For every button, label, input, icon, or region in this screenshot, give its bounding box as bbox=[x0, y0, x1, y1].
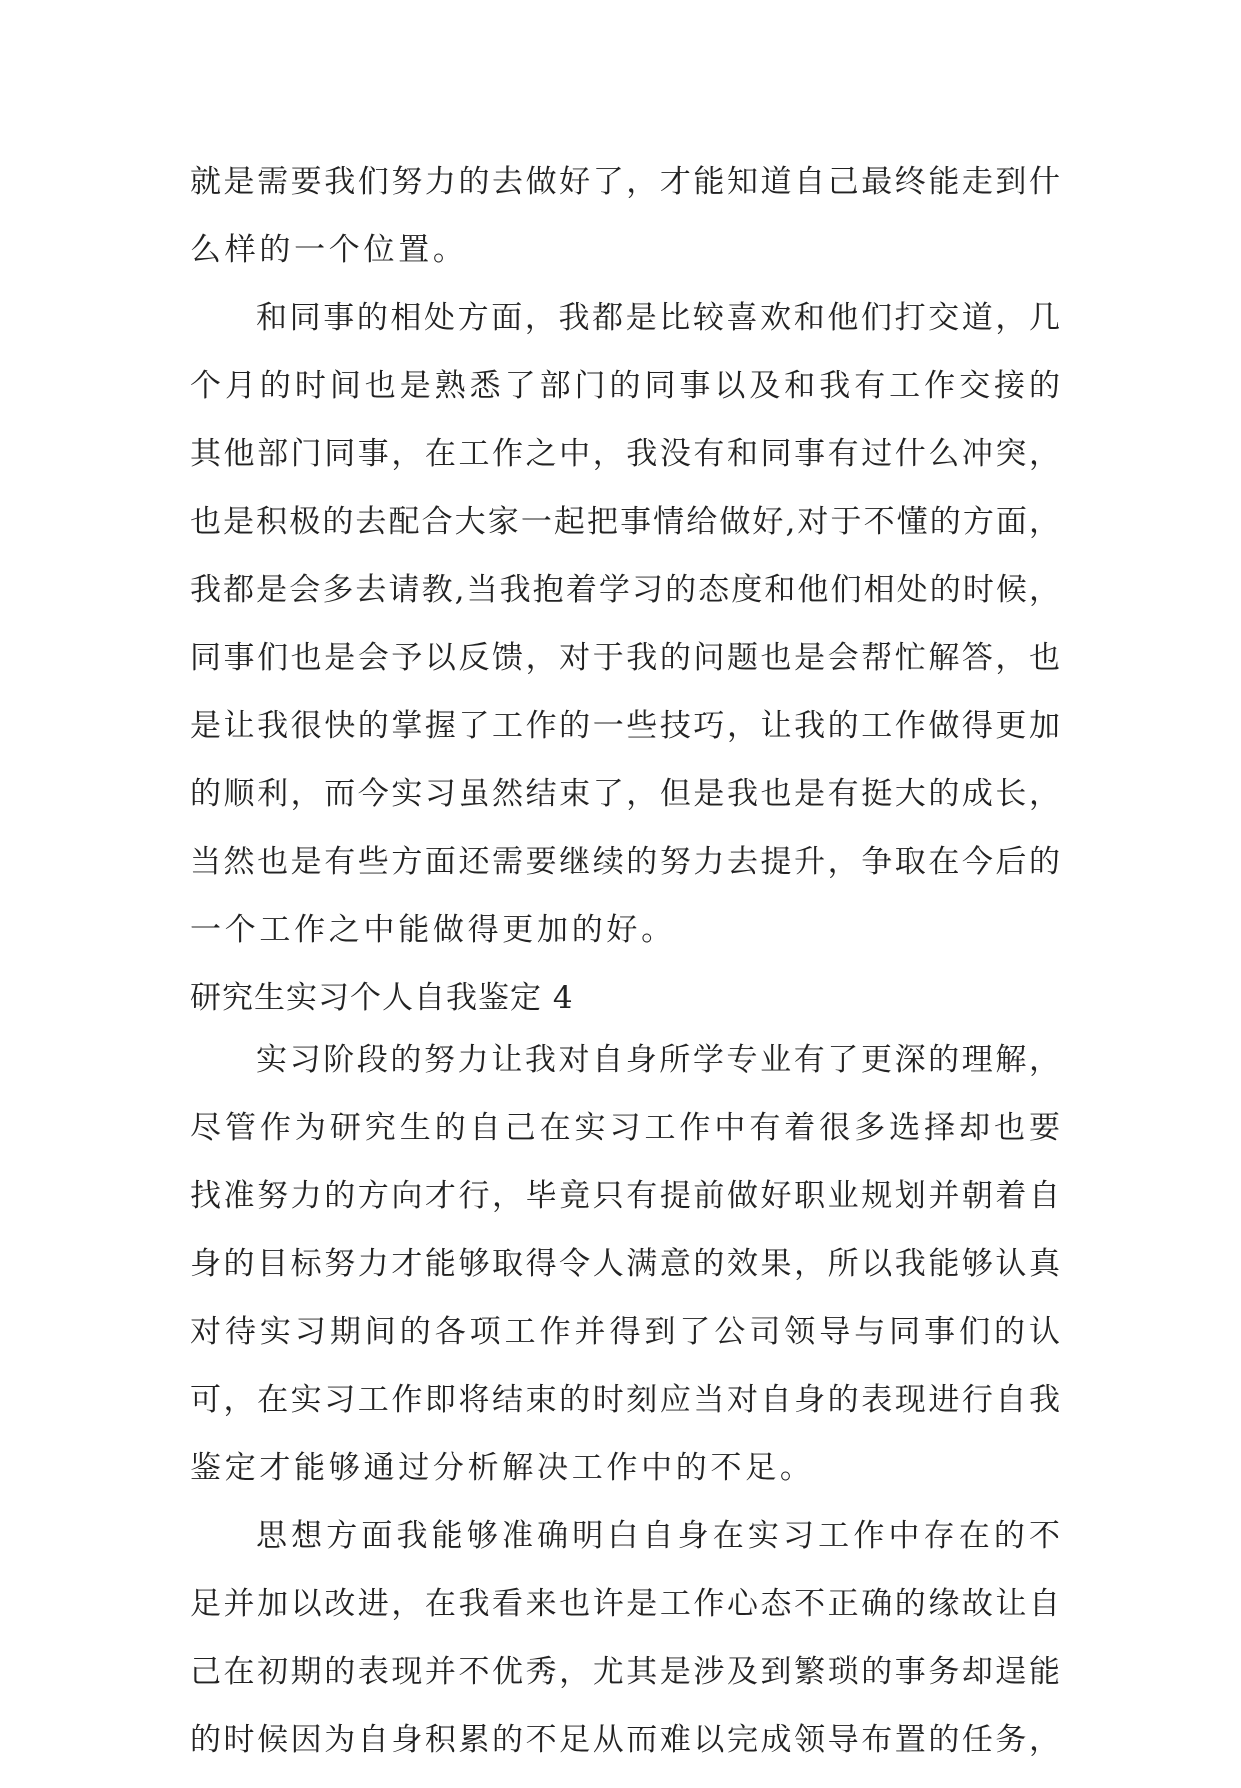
text-line: 的顺利，而今实习虽然结束了，但是我也是有挺大的成长， bbox=[190, 776, 1060, 812]
text-line: 个月的时间也是熟悉了部门的同事以及和我有工作交接的 bbox=[190, 368, 1060, 404]
text-line: 么样的一个位置。 bbox=[190, 232, 468, 268]
paragraph-continuation bbox=[190, 162, 1060, 298]
text-line: 同事们也是会予以反馈，对于我的问题也是会帮忙解答，也 bbox=[190, 640, 1060, 676]
text-line: 其他部门同事，在工作之中，我没有和同事有过什么冲突， bbox=[190, 436, 1060, 472]
text-line: 思想方面我能够准确明白自身在实习工作中存在的不 bbox=[256, 1518, 1060, 1554]
paragraph-thought bbox=[190, 1516, 1060, 1788]
text-line: 可，在实习工作即将结束的时刻应当对自身的表现进行自我 bbox=[190, 1382, 1060, 1418]
text-line: 实习阶段的努力让我对自身所学专业有了更深的理解， bbox=[256, 1042, 1060, 1078]
text-line: 己在初期的表现并不优秀，尤其是涉及到繁琐的事务却逞能 bbox=[190, 1654, 1060, 1690]
text-line: 找准努力的方向才行，毕竟只有提前做好职业规划并朝着自 bbox=[190, 1178, 1060, 1214]
paragraph-colleagues bbox=[190, 298, 1060, 978]
text-line: 我都是会多去请教,当我抱着学习的态度和他们相处的时候， bbox=[190, 572, 1060, 608]
text-line: 一个工作之中能做得更加的好。 bbox=[190, 912, 676, 948]
text-line: 的时候因为自身积累的不足从而难以完成领导布置的任务， bbox=[190, 1722, 1060, 1758]
text-line: 对待实习期间的各项工作并得到了公司领导与同事们的认 bbox=[190, 1314, 1060, 1350]
text-line: 足并加以改进，在我看来也许是工作心态不正确的缘故让自 bbox=[190, 1586, 1060, 1622]
text-line: 和同事的相处方面，我都是比较喜欢和他们打交道，几 bbox=[256, 300, 1060, 336]
text-line: 是让我很快的掌握了工作的一些技巧，让我的工作做得更加 bbox=[190, 708, 1060, 744]
text-line: 也是积极的去配合大家一起把事情给做好,对于不懂的方面， bbox=[190, 504, 1060, 540]
document-body bbox=[190, 162, 1060, 1788]
text-line: 鉴定才能够通过分析解决工作中的不足。 bbox=[190, 1450, 815, 1486]
text-line: 当然也是有些方面还需要继续的努力去提升，争取在今后的 bbox=[190, 844, 1060, 880]
text-line: 身的目标努力才能够取得令人满意的效果，所以我能够认真 bbox=[190, 1246, 1060, 1282]
text-line: 尽管作为研究生的自己在实习工作中有着很多选择却也要 bbox=[190, 1110, 1060, 1146]
paragraph-intro bbox=[190, 1040, 1060, 1516]
text-line: 就是需要我们努力的去做好了，才能知道自己最终能走到什 bbox=[190, 164, 1060, 200]
section-heading: 研究生实习个人自我鉴定 4 bbox=[190, 980, 574, 1016]
